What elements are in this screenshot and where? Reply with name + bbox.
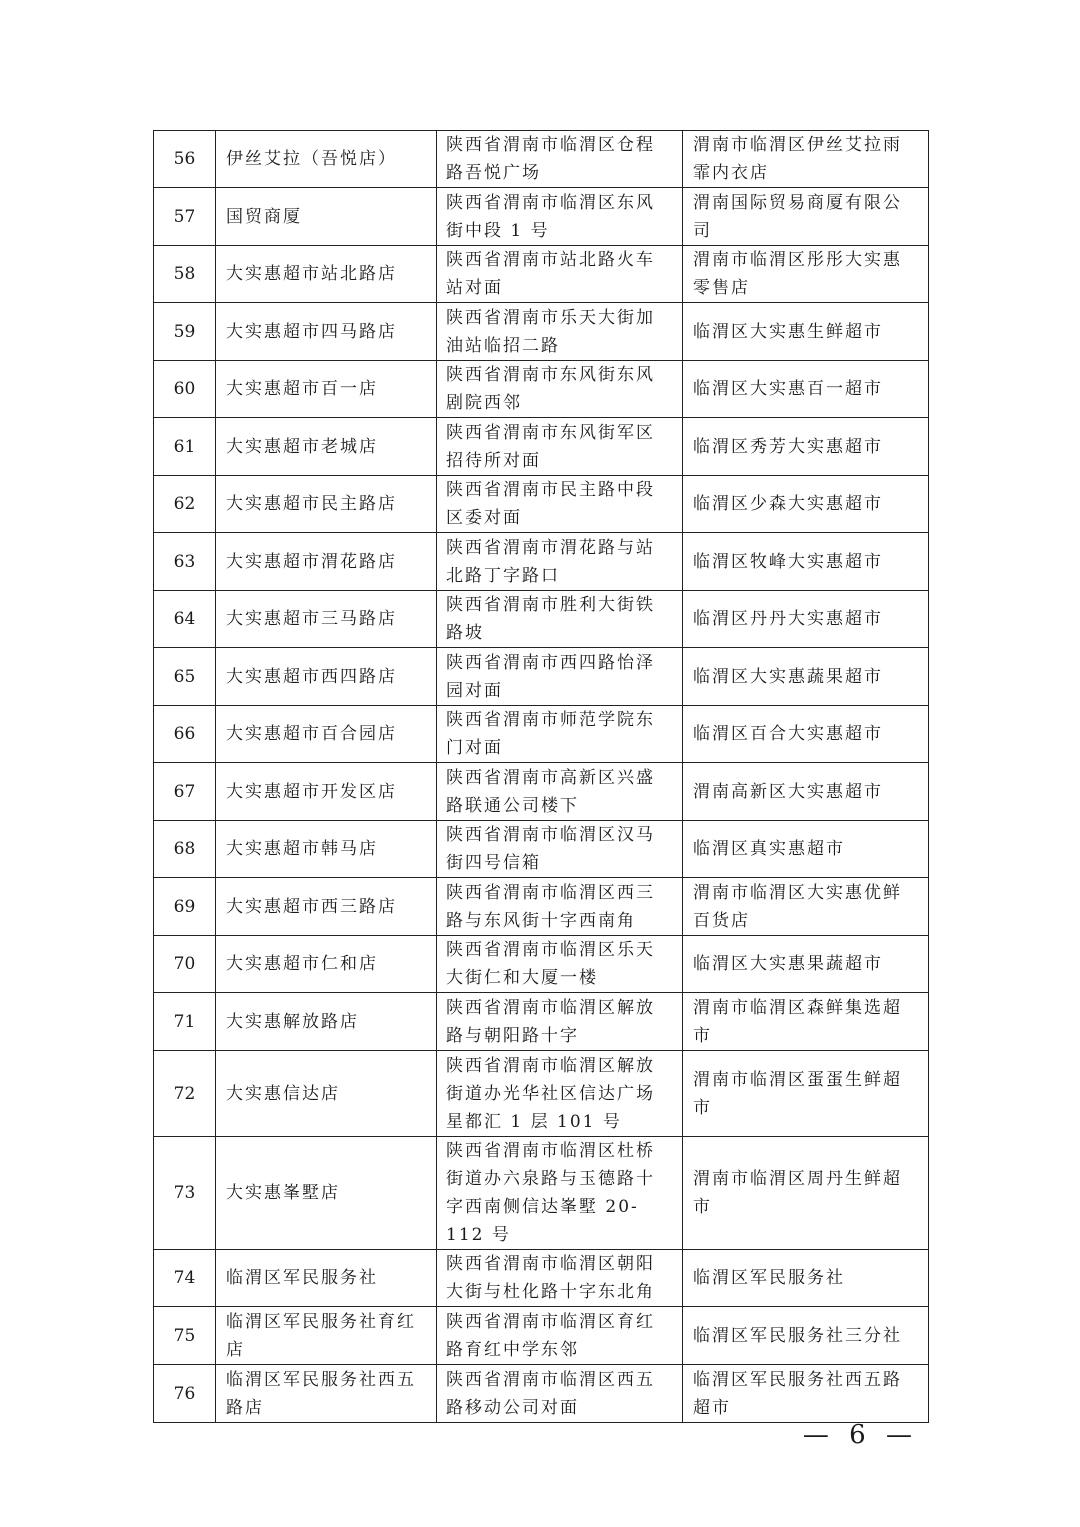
company-name: 临渭区大实惠果蔬超市	[683, 936, 929, 993]
table-row	[154, 1307, 929, 1365]
store-name: 大实惠超市民主路店	[216, 476, 437, 533]
row-number: 68	[154, 821, 216, 878]
row-number: 73	[154, 1137, 216, 1250]
store-address: 陕西省渭南市临渭区解放街道办光华社区信达广场星都汇 1 层 101 号	[437, 1051, 683, 1137]
row-number: 67	[154, 763, 216, 821]
table-row	[154, 188, 929, 246]
table-row	[154, 878, 929, 936]
row-number: 63	[154, 533, 216, 591]
page-number: — 6 —	[802, 1420, 918, 1450]
row-number: 72	[154, 1051, 216, 1137]
company-name: 渭南国际贸易商厦有限公司	[683, 188, 929, 246]
store-address: 陕西省渭南市渭花路与站北路丁字路口	[437, 533, 683, 591]
company-name: 渭南市临渭区森鲜集选超市	[683, 993, 929, 1051]
store-address: 陕西省渭南市临渭区杜桥街道办六泉路与玉德路十字西南侧信达峯墅 20-112 号	[437, 1137, 683, 1250]
store-address: 陕西省渭南市民主路中段区委对面	[437, 476, 683, 533]
row-number: 76	[154, 1365, 216, 1423]
store-name: 伊丝艾拉（吾悦店）	[216, 131, 437, 188]
store-address: 陕西省渭南市临渭区仓程路吾悦广场	[437, 131, 683, 188]
store-name: 大实惠超市仁和店	[216, 936, 437, 993]
store-address: 陕西省渭南市西四路怡泽园对面	[437, 648, 683, 706]
company-name: 渭南市临渭区蛋蛋生鲜超市	[683, 1051, 929, 1137]
table-body	[154, 131, 929, 1423]
table-row	[154, 993, 929, 1051]
store-address: 陕西省渭南市高新区兴盛路联通公司楼下	[437, 763, 683, 821]
store-address: 陕西省渭南市临渭区东风街中段 1 号	[437, 188, 683, 246]
table-row	[154, 1137, 929, 1250]
store-address: 陕西省渭南市临渭区育红路育红中学东邻	[437, 1307, 683, 1365]
row-number: 75	[154, 1307, 216, 1365]
store-address: 陕西省渭南市临渭区朝阳大街与杜化路十字东北角	[437, 1250, 683, 1307]
store-name: 大实惠超市百一店	[216, 361, 437, 418]
company-name: 临渭区军民服务社西五路超市	[683, 1365, 929, 1423]
table-row	[154, 936, 929, 993]
row-number: 65	[154, 648, 216, 706]
table-row	[154, 1250, 929, 1307]
row-number: 60	[154, 361, 216, 418]
store-address: 陕西省渭南市站北路火车站对面	[437, 246, 683, 303]
row-number: 56	[154, 131, 216, 188]
table-row	[154, 418, 929, 476]
store-name: 临渭区军民服务社西五路店	[216, 1365, 437, 1423]
company-name: 临渭区丹丹大实惠超市	[683, 591, 929, 648]
table-row	[154, 706, 929, 763]
table-row	[154, 821, 929, 878]
store-address: 陕西省渭南市临渭区西三路与东风街十字西南角	[437, 878, 683, 936]
company-name: 渭南市临渭区大实惠优鲜百货店	[683, 878, 929, 936]
row-number: 74	[154, 1250, 216, 1307]
store-address: 陕西省渭南市临渭区解放路与朝阳路十字	[437, 993, 683, 1051]
company-name: 临渭区大实惠生鲜超市	[683, 303, 929, 361]
table-row	[154, 303, 929, 361]
store-name: 大实惠超市渭花路店	[216, 533, 437, 591]
row-number: 59	[154, 303, 216, 361]
row-number: 61	[154, 418, 216, 476]
table-row	[154, 131, 929, 188]
table-row	[154, 246, 929, 303]
store-name: 临渭区军民服务社育红店	[216, 1307, 437, 1365]
table-row	[154, 533, 929, 591]
row-number: 64	[154, 591, 216, 648]
store-name: 大实惠超市三马路店	[216, 591, 437, 648]
row-number: 69	[154, 878, 216, 936]
store-address: 陕西省渭南市师范学院东门对面	[437, 706, 683, 763]
company-name: 渭南市临渭区伊丝艾拉雨霏内衣店	[683, 131, 929, 188]
company-name: 临渭区牧峰大实惠超市	[683, 533, 929, 591]
table-row	[154, 476, 929, 533]
store-name: 大实惠超市开发区店	[216, 763, 437, 821]
row-number: 57	[154, 188, 216, 246]
row-number: 66	[154, 706, 216, 763]
row-number: 70	[154, 936, 216, 993]
store-name: 大实惠超市百合园店	[216, 706, 437, 763]
store-address: 陕西省渭南市东风街东风剧院西邻	[437, 361, 683, 418]
company-name: 临渭区大实惠百一超市	[683, 361, 929, 418]
company-name: 临渭区军民服务社三分社	[683, 1307, 929, 1365]
store-address: 陕西省渭南市东风街军区招待所对面	[437, 418, 683, 476]
company-name: 渭南高新区大实惠超市	[683, 763, 929, 821]
company-name: 临渭区秀芳大实惠超市	[683, 418, 929, 476]
company-name: 临渭区百合大实惠超市	[683, 706, 929, 763]
table-row	[154, 591, 929, 648]
store-name: 大实惠超市站北路店	[216, 246, 437, 303]
company-name: 临渭区真实惠超市	[683, 821, 929, 878]
table-row	[154, 1051, 929, 1137]
company-name: 渭南市临渭区周丹生鲜超市	[683, 1137, 929, 1250]
store-name: 大实惠超市西四路店	[216, 648, 437, 706]
store-name: 大实惠超市老城店	[216, 418, 437, 476]
store-list-table	[153, 130, 929, 1423]
store-name: 国贸商厦	[216, 188, 437, 246]
store-name: 大实惠超市四马路店	[216, 303, 437, 361]
store-address: 陕西省渭南市乐天大街加油站临招二路	[437, 303, 683, 361]
table-row	[154, 648, 929, 706]
company-name: 临渭区军民服务社	[683, 1250, 929, 1307]
store-name: 大实惠信达店	[216, 1051, 437, 1137]
company-name: 渭南市临渭区彤彤大实惠零售店	[683, 246, 929, 303]
company-name: 临渭区少森大实惠超市	[683, 476, 929, 533]
store-name: 大实惠峯墅店	[216, 1137, 437, 1250]
row-number: 62	[154, 476, 216, 533]
store-address: 陕西省渭南市胜利大街铁路坡	[437, 591, 683, 648]
table-row	[154, 1365, 929, 1423]
company-name: 临渭区大实惠蔬果超市	[683, 648, 929, 706]
store-name: 临渭区军民服务社	[216, 1250, 437, 1307]
row-number: 58	[154, 246, 216, 303]
store-name: 大实惠解放路店	[216, 993, 437, 1051]
store-address: 陕西省渭南市临渭区汉马街四号信箱	[437, 821, 683, 878]
store-address: 陕西省渭南市临渭区乐天大街仁和大厦一楼	[437, 936, 683, 993]
table-row	[154, 763, 929, 821]
store-address: 陕西省渭南市临渭区西五路移动公司对面	[437, 1365, 683, 1423]
row-number: 71	[154, 993, 216, 1051]
store-name: 大实惠超市西三路店	[216, 878, 437, 936]
store-name: 大实惠超市韩马店	[216, 821, 437, 878]
table-row	[154, 361, 929, 418]
